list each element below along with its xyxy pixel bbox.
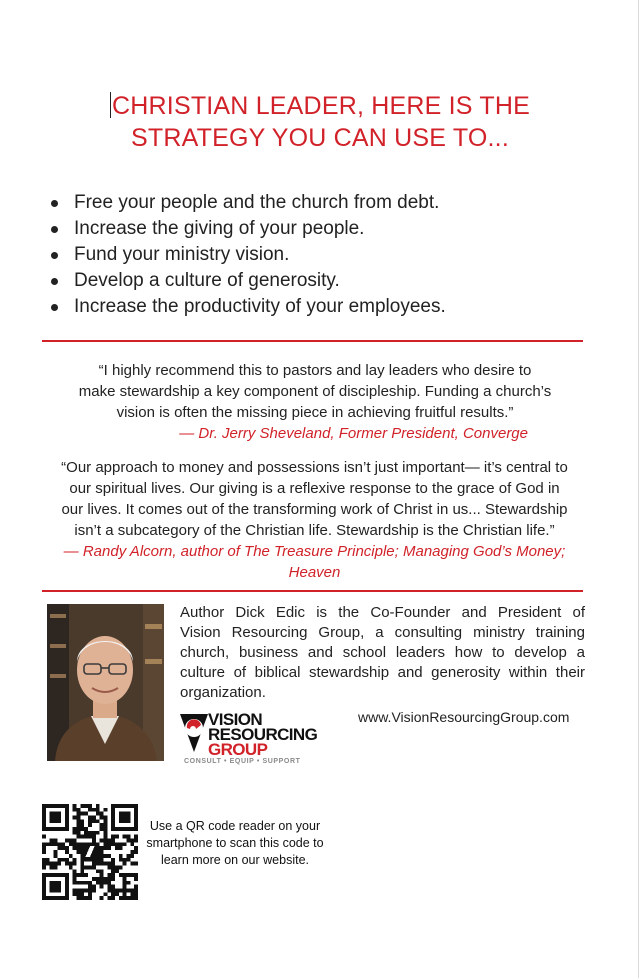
qr-module — [77, 842, 81, 846]
qr-module — [119, 865, 123, 869]
attribution-sheveland: — Dr. Jerry Sheveland, Former President, Converge — [179, 425, 528, 442]
quote-line: “Our approach to money and possessions isn’t just important— it’s central to — [61, 459, 568, 476]
qr-module — [103, 862, 107, 866]
qr-module — [57, 862, 61, 866]
website-url: www.VisionResourcingGroup.com — [358, 709, 570, 725]
qr-module — [111, 869, 115, 873]
qr-module — [84, 873, 88, 877]
qr-module — [130, 842, 134, 846]
qr-module — [84, 865, 88, 869]
logo-line: GROUP — [208, 740, 268, 759]
bio-line: Author Dick Edic is the Co-Founder and President of — [180, 604, 585, 621]
qr-module — [77, 831, 81, 835]
qr-module — [100, 885, 104, 889]
divider-top — [42, 340, 583, 342]
qr-module — [73, 869, 77, 873]
benefit-item: Fund your ministry vision. — [46, 242, 566, 268]
qr-module — [103, 816, 107, 820]
qr-module — [65, 839, 69, 843]
qr-module — [80, 827, 84, 831]
qr-module — [88, 831, 92, 835]
qr-module — [119, 888, 123, 892]
qr-module — [100, 850, 104, 854]
qr-module — [123, 888, 127, 892]
qr-module — [123, 862, 127, 866]
qr-module — [111, 873, 115, 877]
qr-module — [73, 858, 77, 862]
qr-module — [134, 892, 138, 896]
qr-module — [77, 808, 81, 812]
headline — [60, 90, 580, 154]
qr-module — [96, 877, 100, 881]
qr-module — [92, 877, 96, 881]
qr-module — [84, 835, 88, 839]
qr-module — [134, 873, 138, 877]
qr-module — [77, 812, 81, 816]
qr-module — [115, 865, 119, 869]
qr-module — [46, 862, 50, 866]
qr-module — [42, 846, 46, 850]
qr-module — [126, 854, 130, 858]
qr-module — [96, 862, 100, 866]
qr-module — [61, 842, 65, 846]
qr-caption-line: smartphone to scan this code to — [146, 836, 324, 850]
qr-module — [54, 842, 58, 846]
qr-module — [100, 839, 104, 843]
qr-module — [134, 835, 138, 839]
qr-finder-pattern — [119, 812, 131, 824]
quote-line: our lives. It comes out of the transforming work of Christ in us... Stewardship — [61, 501, 568, 518]
qr-module — [107, 846, 111, 850]
qr-module — [73, 888, 77, 892]
qr-module — [92, 885, 96, 889]
qr-module — [92, 808, 96, 812]
qr-module — [130, 854, 134, 858]
qr-module — [123, 835, 127, 839]
qr-module — [77, 819, 81, 823]
qr-module — [107, 865, 111, 869]
qr-module — [103, 839, 107, 843]
qr-module — [100, 823, 104, 827]
logo-tagline: CONSULT • EQUIP • SUPPORT — [184, 758, 301, 765]
qr-module — [111, 888, 115, 892]
attribution-line: Heaven — [288, 564, 341, 581]
qr-module — [77, 896, 81, 900]
qr-module — [134, 862, 138, 866]
quote-line: vision is often the missing piece in achieving fruitful results.” — [116, 404, 514, 421]
qr-module — [77, 846, 81, 850]
qr-module — [119, 896, 123, 900]
qr-module — [96, 881, 100, 885]
qr-module — [134, 885, 138, 889]
qr-module — [84, 831, 88, 835]
qr-module — [73, 842, 77, 846]
qr-module — [57, 858, 61, 862]
qr-module — [80, 888, 84, 892]
qr-module — [88, 816, 92, 820]
qr-module — [134, 850, 138, 854]
qr-module — [107, 885, 111, 889]
qr-module — [42, 865, 46, 869]
qr-module — [119, 854, 123, 858]
qr-module — [88, 835, 92, 839]
qr-module — [115, 842, 119, 846]
qr-module — [54, 850, 58, 854]
qr-module — [80, 819, 84, 823]
qr-module — [73, 804, 77, 808]
qr-module — [65, 862, 69, 866]
qr-module — [111, 896, 115, 900]
qr-module — [92, 835, 96, 839]
qr-module — [80, 812, 84, 816]
qr-module — [111, 858, 115, 862]
qr-module — [77, 881, 81, 885]
qr-module — [107, 888, 111, 892]
bio-line: organization. — [180, 684, 266, 701]
qr-module — [80, 892, 84, 896]
qr-module — [103, 808, 107, 812]
qr-module — [54, 862, 58, 866]
qr-module — [111, 877, 115, 881]
qr-module — [61, 846, 65, 850]
qr-module — [77, 827, 81, 831]
vision-resourcing-group-logo — [178, 708, 348, 770]
qr-module — [115, 869, 119, 873]
qr-module — [115, 892, 119, 896]
text-cursor — [110, 92, 111, 118]
qr-module — [80, 881, 84, 885]
qr-module — [92, 819, 96, 823]
qr-module — [107, 854, 111, 858]
quote-line: isn’t a subcategory of the Christian life. Stewardship is the Christian life.” — [74, 522, 555, 539]
qr-module — [77, 850, 81, 854]
qr-module — [92, 816, 96, 820]
qr-module — [42, 835, 46, 839]
qr-module — [80, 804, 84, 808]
qr-code — [42, 804, 138, 900]
qr-module — [65, 846, 69, 850]
qr-module — [130, 850, 134, 854]
qr-module — [123, 881, 127, 885]
qr-module — [61, 858, 65, 862]
qr-module — [80, 869, 84, 873]
qr-module — [119, 842, 123, 846]
logo-wordmark — [208, 712, 317, 757]
qr-module — [80, 896, 84, 900]
qr-module — [126, 835, 130, 839]
qr-module — [103, 881, 107, 885]
qr-module — [123, 896, 127, 900]
quote-line: our spiritual lives. Our giving is a reflexive response to the grace of God in — [69, 480, 560, 497]
qr-module — [100, 854, 104, 858]
qr-module — [111, 885, 115, 889]
logo-line: VISION — [208, 710, 263, 729]
qr-module — [100, 846, 104, 850]
qr-module — [103, 842, 107, 846]
qr-module — [107, 842, 111, 846]
qr-module — [84, 804, 88, 808]
qr-module — [73, 862, 77, 866]
qr-module — [107, 877, 111, 881]
qr-module — [96, 831, 100, 835]
qr-module — [69, 842, 73, 846]
bio-line: Vision Resourcing Group, a consulting ministry training — [180, 624, 585, 641]
qr-module — [80, 862, 84, 866]
qr-module — [92, 831, 96, 835]
qr-module — [103, 827, 107, 831]
qr-module — [50, 839, 54, 843]
qr-module — [111, 842, 115, 846]
testimonial-sheveland — [50, 360, 580, 423]
qr-module — [103, 854, 107, 858]
qr-module — [96, 812, 100, 816]
qr-module — [100, 816, 104, 820]
qr-module — [100, 896, 104, 900]
qr-module — [126, 896, 130, 900]
qr-module — [134, 877, 138, 881]
qr-module — [42, 850, 46, 854]
qr-module — [50, 862, 54, 866]
benefit-item: Develop a culture of generosity. — [46, 268, 566, 294]
qr-module — [57, 846, 61, 850]
qr-module — [88, 804, 92, 808]
qr-module — [65, 858, 69, 862]
qr-module — [88, 892, 92, 896]
qr-module — [92, 862, 96, 866]
qr-module — [84, 896, 88, 900]
qr-module — [123, 858, 127, 862]
qr-module — [84, 827, 88, 831]
qr-module — [115, 888, 119, 892]
qr-module — [100, 877, 104, 881]
benefit-item: Increase the productivity of your employees. — [46, 294, 566, 320]
qr-module — [46, 858, 50, 862]
qr-module — [88, 888, 92, 892]
qr-module — [103, 877, 107, 881]
qr-module — [96, 869, 100, 873]
qr-module — [80, 823, 84, 827]
qr-module — [42, 842, 46, 846]
qr-module — [42, 862, 46, 866]
qr-module — [126, 881, 130, 885]
qr-module — [134, 839, 138, 843]
attribution-alcorn — [42, 541, 587, 583]
qr-module — [84, 881, 88, 885]
qr-module — [134, 888, 138, 892]
quote-line: make stewardship a key component of discipleship. Funding a church’s — [78, 383, 552, 400]
bio-line: culture of biblical stewardship and generosity within their — [180, 664, 585, 681]
qr-module — [84, 812, 88, 816]
headline-line-1: CHRISTIAN LEADER, HERE IS THE — [112, 92, 530, 120]
qr-module — [111, 862, 115, 866]
logo-line: RESOURCING — [208, 725, 318, 744]
bio-line: church, business and school leaders how to develop a — [180, 644, 585, 661]
qr-module — [92, 888, 96, 892]
qr-module — [77, 816, 81, 820]
qr-module — [123, 892, 127, 896]
qr-module — [103, 831, 107, 835]
qr-module — [123, 873, 127, 877]
qr-module — [130, 896, 134, 900]
qr-module — [80, 835, 84, 839]
qr-module — [96, 819, 100, 823]
qr-module — [115, 846, 119, 850]
qr-module — [123, 885, 127, 889]
qr-caption-line: learn more on our website. — [161, 853, 309, 867]
benefit-item: Free your people and the church from debt. — [46, 190, 566, 216]
qr-module — [77, 823, 81, 827]
qr-module — [50, 842, 54, 846]
page-edge — [638, 0, 639, 978]
qr-module — [88, 819, 92, 823]
qr-module — [111, 892, 115, 896]
quote-line: “I highly recommend this to pastors and lay leaders who desire to — [98, 362, 532, 379]
qr-module — [130, 839, 134, 843]
qr-module — [96, 808, 100, 812]
qr-module — [77, 888, 81, 892]
qr-module — [100, 858, 104, 862]
qr-module — [54, 854, 58, 858]
qr-module — [130, 892, 134, 896]
qr-module — [92, 865, 96, 869]
qr-module — [73, 808, 77, 812]
qr-module — [73, 892, 77, 896]
qr-module — [88, 823, 92, 827]
qr-module — [77, 873, 81, 877]
qr-module — [84, 888, 88, 892]
qr-module — [111, 865, 115, 869]
qr-module — [73, 831, 77, 835]
qr-module — [100, 827, 104, 831]
qr-module — [57, 842, 61, 846]
qr-module — [73, 816, 77, 820]
qr-module — [100, 812, 104, 816]
qr-module — [73, 877, 77, 881]
qr-module — [80, 865, 84, 869]
qr-module — [103, 823, 107, 827]
qr-module — [119, 846, 123, 850]
qr-module — [96, 804, 100, 808]
qr-module — [100, 881, 104, 885]
qr-module — [88, 808, 92, 812]
qr-module — [50, 865, 54, 869]
qr-module — [130, 873, 134, 877]
qr-module — [111, 839, 115, 843]
qr-finder-pattern — [50, 812, 62, 824]
author-photo — [47, 604, 164, 761]
qr-module — [77, 835, 81, 839]
qr-module — [80, 873, 84, 877]
qr-module — [88, 865, 92, 869]
author-bio — [180, 603, 585, 683]
qr-module — [111, 835, 115, 839]
qr-module — [88, 881, 92, 885]
qr-module — [126, 873, 130, 877]
qr-module — [123, 877, 127, 881]
qr-module — [100, 873, 104, 877]
qr-module — [73, 873, 77, 877]
attribution-line: — Randy Alcorn, author of The Treasure Principle; Managing God’s Money; — [63, 543, 566, 560]
qr-module — [103, 835, 107, 839]
qr-module — [77, 892, 81, 896]
qr-module — [119, 858, 123, 862]
qr-module — [69, 865, 73, 869]
qr-module — [73, 839, 77, 843]
qr-module — [100, 862, 104, 866]
qr-module — [103, 819, 107, 823]
benefit-list — [46, 190, 566, 320]
qr-module — [134, 846, 138, 850]
qr-module — [88, 896, 92, 900]
qr-module — [107, 839, 111, 843]
qr-module — [107, 896, 111, 900]
qr-module — [126, 858, 130, 862]
qr-module — [73, 827, 77, 831]
qr-module — [119, 873, 123, 877]
divider-bottom — [42, 590, 583, 592]
qr-module — [123, 842, 127, 846]
qr-module — [54, 865, 58, 869]
qr-module — [107, 862, 111, 866]
qr-module — [69, 854, 73, 858]
qr-module — [115, 835, 119, 839]
qr-module — [126, 888, 130, 892]
qr-module — [107, 881, 111, 885]
qr-module — [100, 869, 104, 873]
qr-module — [73, 881, 77, 885]
qr-module — [88, 885, 92, 889]
qr-module — [130, 888, 134, 892]
benefit-item: Increase the giving of your people. — [46, 216, 566, 242]
qr-module — [130, 862, 134, 866]
qr-module — [92, 839, 96, 843]
qr-module — [54, 839, 58, 843]
qr-module — [69, 862, 73, 866]
qr-caption-line: Use a QR code reader on your — [149, 819, 321, 833]
qr-module — [73, 846, 77, 850]
qr-module — [134, 896, 138, 900]
qr-module — [69, 839, 73, 843]
qr-module — [42, 858, 46, 862]
qr-module — [126, 839, 130, 843]
qr-module — [103, 846, 107, 850]
qr-finder-pattern — [50, 881, 62, 893]
qr-module — [46, 842, 50, 846]
testimonial-alcorn — [42, 457, 587, 541]
qr-module — [107, 873, 111, 877]
headline-line-2: STRATEGY YOU CAN USE TO... — [131, 124, 509, 152]
qr-module — [65, 850, 69, 854]
qr-caption — [140, 818, 330, 869]
qr-module — [103, 892, 107, 896]
